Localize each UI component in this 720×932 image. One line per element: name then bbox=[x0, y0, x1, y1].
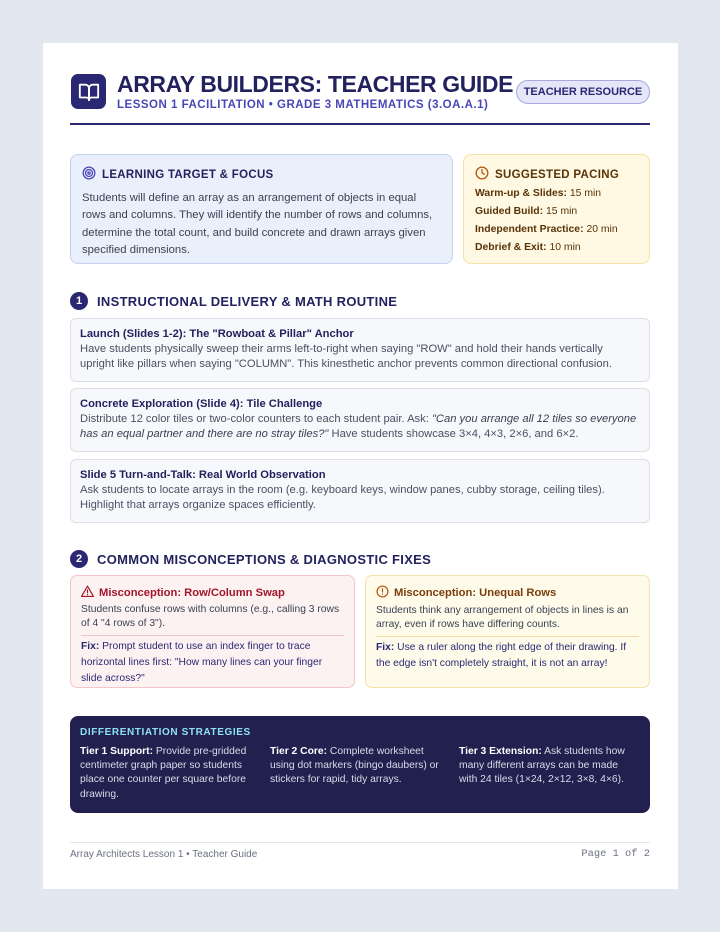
misconception-title: Misconception: Row/Column Swap bbox=[99, 586, 285, 599]
alert-circle-icon bbox=[376, 585, 389, 601]
misconception-title: Misconception: Unequal Rows bbox=[394, 587, 557, 599]
warning-icon bbox=[81, 585, 94, 600]
divider bbox=[81, 635, 344, 636]
section-2-header bbox=[70, 550, 431, 568]
suggested-pacing-box bbox=[463, 154, 650, 264]
misconception-row-column-card bbox=[70, 575, 355, 688]
section-title: INSTRUCTIONAL DELIVERY & MATH ROUTINE bbox=[97, 293, 398, 309]
card-text: Ask students to locate arrays in the room (e.g. keyboard keys, window panes, cubby storage, ceiling tiles). Highlight that arrays organize spaces efficiently. bbox=[80, 484, 605, 511]
pacing-row: Debrief & Exit: 10 min bbox=[475, 242, 581, 253]
tier-1-support: Tier 1 Support: Provide pre-gridded centimeter graph paper so students place one counter per square before drawing. bbox=[80, 746, 247, 800]
pacing-row: Independent Practice: 20 min bbox=[475, 224, 618, 235]
differentiation-box bbox=[70, 716, 650, 813]
section-number: 1 bbox=[70, 292, 88, 310]
turn-and-talk-card bbox=[70, 459, 650, 523]
tier-3-extension: Tier 3 Extension: Ask students how many different arrays can be made with 24 tiles (1×24, 2×12, 3×8, 4×6). bbox=[459, 746, 625, 786]
learning-target-title: LEARNING TARGET & FOCUS bbox=[102, 168, 274, 181]
book-open-icon bbox=[71, 74, 106, 109]
header-divider bbox=[70, 123, 650, 125]
card-title: Launch (Slides 1-2): The "Rowboat & Pillar" Anchor bbox=[80, 328, 354, 340]
tier-2-core: Tier 2 Core: Complete worksheet using dot markers (bingo daubers) or stickers for rapid, tidy arrays. bbox=[270, 746, 439, 786]
fix-text: Fix: Prompt student to use an index finger to trace horizontal lines first: "How many lines can your finger slide across?" bbox=[81, 641, 323, 685]
page-subtitle: LESSON 1 FACILITATION • GRADE 3 MATHEMATICS (3.OA.A.1) bbox=[117, 99, 489, 111]
guide-page bbox=[43, 43, 678, 889]
pacing-heading bbox=[475, 166, 638, 183]
page-number: Page 1 of 2 bbox=[581, 848, 650, 860]
tile-challenge-card bbox=[70, 388, 650, 452]
misconception-unequal-rows-card bbox=[365, 575, 650, 688]
section-number: 2 bbox=[70, 550, 88, 568]
misconception-text: Students confuse rows with columns (e.g., calling 3 rows of 4 "4 rows of 3"). bbox=[81, 604, 340, 629]
learning-target-heading bbox=[82, 166, 441, 183]
divider bbox=[376, 636, 639, 637]
section-1-header bbox=[70, 292, 397, 310]
card-text: Have students physically sweep their arms left-to-right when saying "ROW" and hold their hands vertically upright like pillars when saying "COLUMN". This kinesthetic anchor prevents common directional confusion. bbox=[80, 343, 612, 370]
page-title: ARRAY BUILDERS: TEACHER GUIDE bbox=[117, 71, 514, 97]
pacing-title: SUGGESTED PACING bbox=[495, 168, 620, 181]
card-title: Concrete Exploration (Slide 4): Tile Challenge bbox=[80, 398, 323, 410]
target-icon bbox=[82, 166, 96, 183]
teacher-resource-badge: TEACHER RESOURCE bbox=[516, 80, 650, 104]
footer-divider bbox=[70, 842, 650, 843]
footer-document-title: Array Architects Lesson 1 • Teacher Guide bbox=[70, 849, 258, 860]
pacing-row: Guided Build: 15 min bbox=[475, 206, 578, 217]
clock-icon bbox=[475, 166, 489, 183]
learning-target-box bbox=[70, 154, 453, 264]
section-title: COMMON MISCONCEPTIONS & DIAGNOSTIC FIXES bbox=[97, 551, 432, 567]
pacing-row: Warm-up & Slides: 15 min bbox=[475, 188, 602, 199]
differentiation-title: DIFFERENTIATION STRATEGIES bbox=[80, 727, 251, 738]
misconception-text: Students think any arrangement of objects in lines is an array, even if rows have differing counts. bbox=[376, 605, 629, 630]
card-title: Slide 5 Turn-and-Talk: Real World Observation bbox=[80, 469, 326, 481]
learning-target-text: Students will define an array as an arrangement of objects in equal rows and columns. They will identify the number of rows and columns, determine the total count, and build concrete and drawn arrays given specified dimensions. bbox=[82, 192, 433, 256]
fix-text: Fix: Use a ruler along the right edge of their drawing. If the edge isn't completely straight, it is not an array! bbox=[376, 642, 627, 670]
launch-card bbox=[70, 318, 650, 382]
card-text: Distribute 12 color tiles or two-color counters to each student pair. Ask: "Can you arrange all 12 tiles so everyone has an equal partner and there are no stray tiles?" Have students showcase 3×4, 4×3, 2×6, and 6×2. bbox=[80, 413, 637, 440]
